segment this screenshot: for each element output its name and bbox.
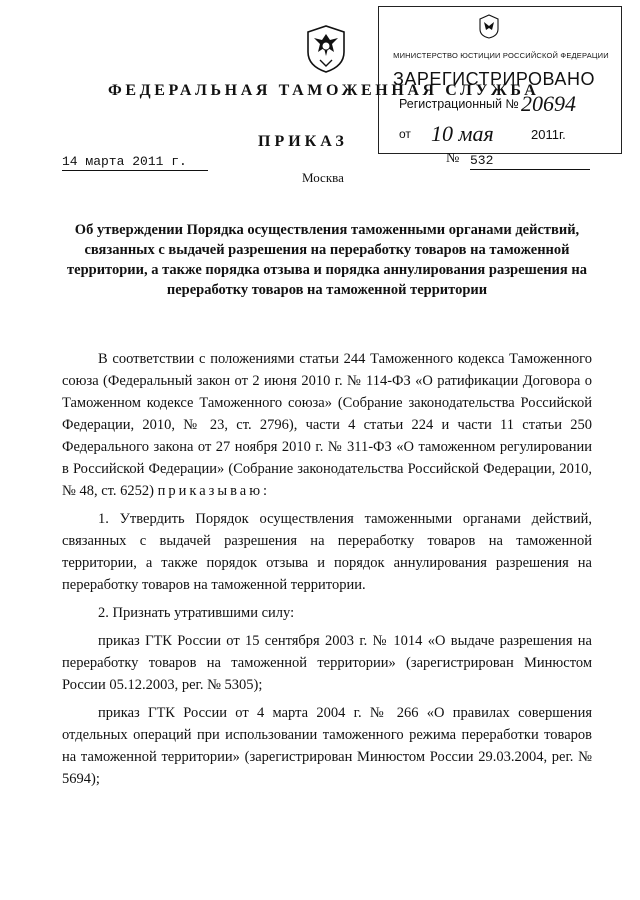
paragraph-item-2: 2. Признать утратившими силу: [98,605,295,621]
paragraph-item-1: 1. Утвердить Порядок осуществления таможенными органами действий, связанных с выдачей разрешения на переработку товаров на таможенной территории, а также порядок отзыва и порядок аннулирования разрешения на переработку товаров на таможенной территории. [62,511,592,593]
document-number-label: № [446,151,460,166]
stamp-year: 2011г. [531,127,566,142]
preamble-text: В соответствии с положениями статьи 244 Таможенного кодекса Таможенного союза (Федеральный закон от 2 июня 2010 г. № 114-ФЗ «О ратификации Договора о Таможенном кодексе Таможенного союза» (Собрание законодательства Российской Федерации, 2010, № 23, ст. 2796), части 4 статьи 224 и части 11 статьи 250 Федерального закона от 27 ноября 2010 г. № 311-ФЗ «О таможенном регулировании в Российской Федерации» (Собрание законодательства Российской Федерации, 2010, № 48, ст. 6252) [62,351,592,499]
stamp-registered: ЗАРЕГИСТРИРОВАНО [393,69,595,89]
paragraph-order-1014: приказ ГТК России от 15 сентября 2003 г. № 1014 «О выдаче разрешения на переработку товаров на таможенной территории» (зарегистрирован Минюстом России 05.12.2003, рег. № 5305); [62,633,592,693]
stamp-ministry: МИНИСТЕРСТВО ЮСТИЦИИ РОССИЙСКОЙ ФЕДЕРАЦИИ [393,51,609,60]
stamp-emblem-icon [477,13,501,39]
document-body [62,348,592,796]
stamp-date-value: 10 мая [431,121,494,146]
state-emblem-icon [304,22,348,74]
document-title: Об утверждении Порядка осуществления таможенными органами действий, связанных с выдачей разрешения на переработку товаров на таможенной территории, а также порядка отзыва и порядка аннулирования разрешения на переработку товаров на таможенной территории [67,222,587,298]
document-date: 14 марта 2011 г. [62,154,208,171]
city: Москва [302,170,344,185]
registration-stamp [378,6,622,154]
document-number: 532 [470,153,590,170]
document-type: ПРИКАЗ [258,133,348,150]
stamp-date-prefix: от [399,127,411,141]
paragraph-preamble [62,348,592,502]
stamp-regno-value: 20694 [521,91,576,116]
command-text: приказываю: [157,483,271,499]
paragraph-order-266: приказ ГТК России от 4 марта 2004 г. № 266 «О правилах совершения отдельных операций при использовании таможенного режима переработки товаров на таможенной территории» (зарегистрирован Минюстом России 29.03.2004, рег. № 5694); [62,705,592,787]
agency-name: ФЕДЕРАЛЬНАЯ ТАМОЖЕННАЯ СЛУЖБА [108,82,540,99]
stamp-regno-label: Регистрационный № [399,97,519,111]
